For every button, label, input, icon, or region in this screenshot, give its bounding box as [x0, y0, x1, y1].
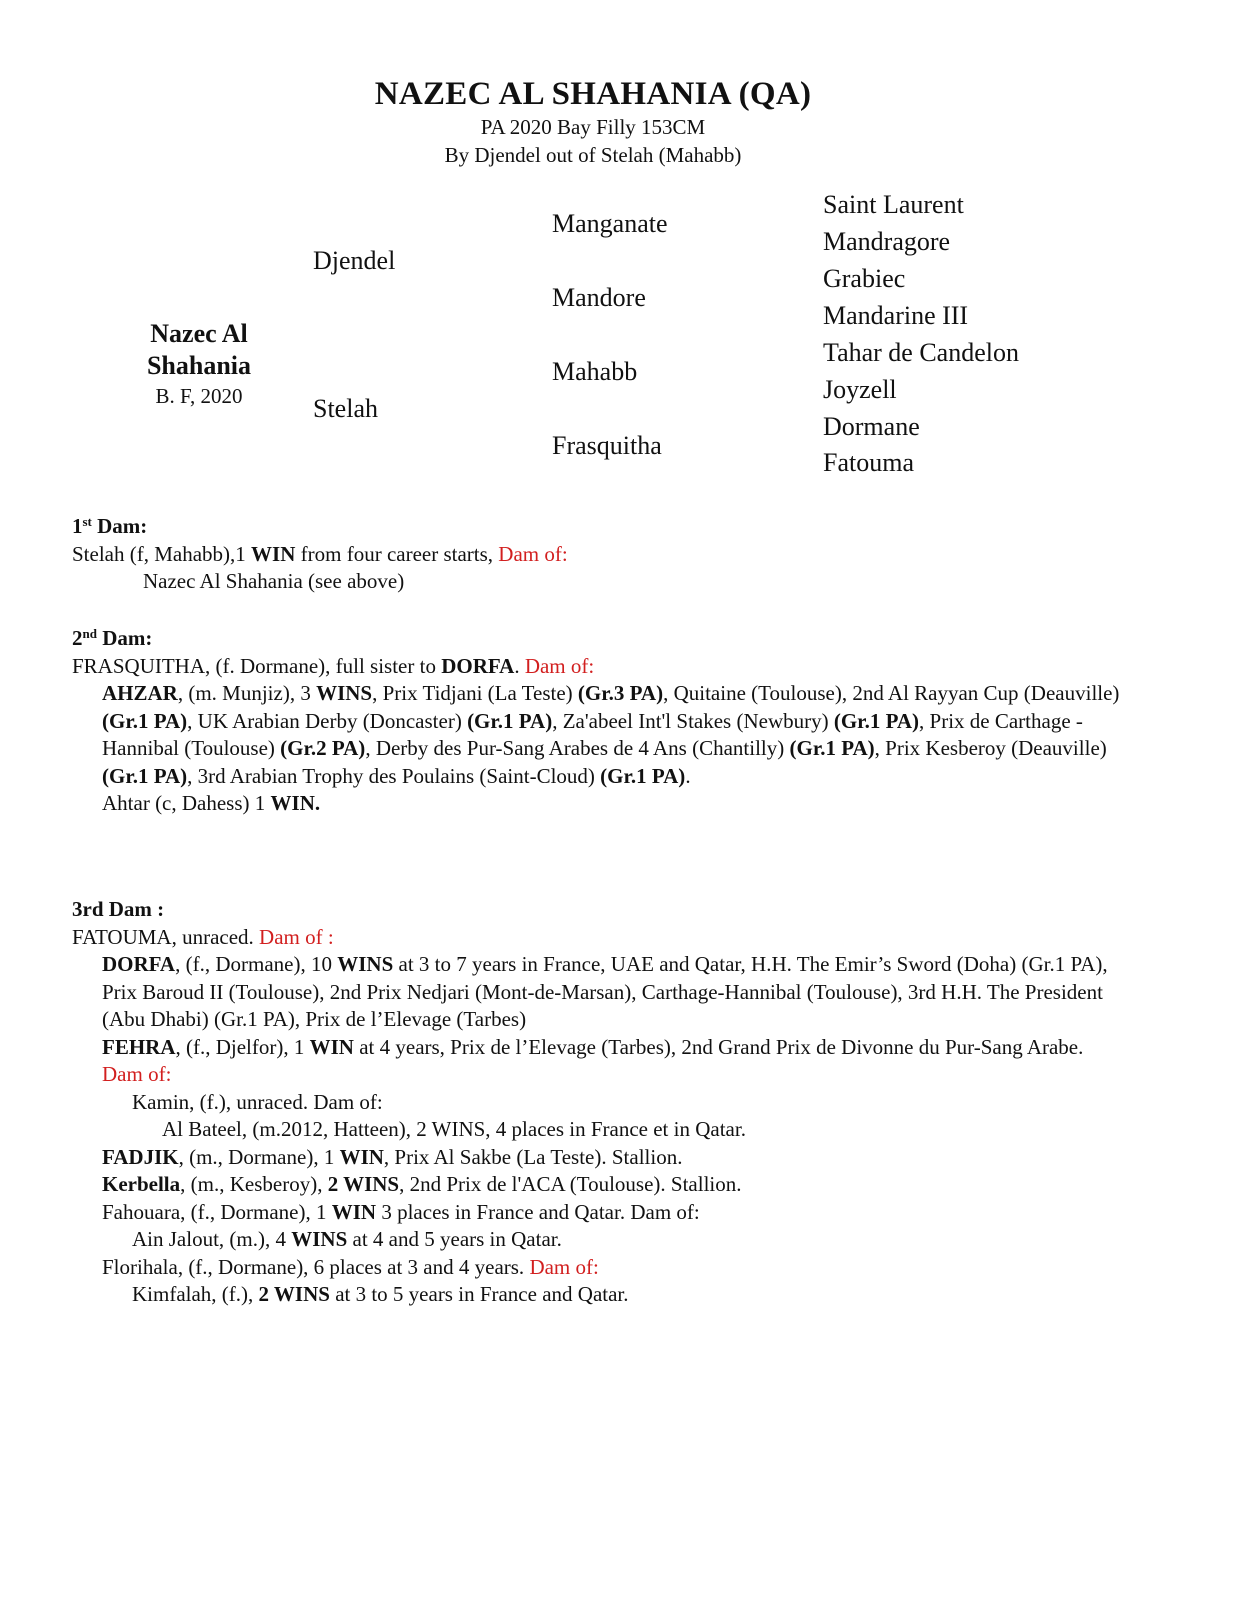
text-run: , UK Arabian Derby (Doncaster)	[187, 708, 468, 733]
text-run: .	[514, 653, 525, 678]
second-dam-section	[72, 625, 1126, 818]
text-run: from four career starts,	[295, 541, 499, 566]
first-dam-heading	[72, 513, 1126, 541]
pedigree-great-grandparent: Grabiec	[823, 264, 906, 293]
horse-name: AHZAR	[102, 681, 178, 705]
wins-text: 2 WINS	[327, 1172, 400, 1196]
grade-text: (Gr.1 PA)	[102, 708, 188, 733]
offspring-dorfa	[72, 951, 1126, 1034]
dam-of-label: Dam of :	[259, 924, 334, 949]
offspring-fehra	[72, 1034, 1126, 1089]
text-run: , Prix Kesberoy (Deauville)	[874, 736, 1107, 760]
heading-text: Dam:	[91, 514, 148, 538]
text-run: at 4 and 5 years in Qatar.	[347, 1227, 562, 1251]
offspring-florihala	[72, 1254, 1126, 1282]
grade-text: (Gr.1 PA)	[467, 708, 553, 733]
horse-name: FADJIK	[102, 1144, 179, 1169]
text-run: 3 places in France and Qatar. Dam of:	[376, 1199, 700, 1224]
pedigree-great-grandparent: Mandragore	[823, 227, 951, 256]
text-run: , Prix Al Sakbe (La Teste). Stallion.	[383, 1144, 683, 1169]
pedigree-great-grandparent: Dormane	[823, 412, 920, 441]
text-run: at 3 to 5 years in France and Qatar.	[329, 1282, 629, 1306]
text-run: at 3 to 7 years in France, UAE and Qatar, H.H. The Emir’s Sword (Doha) (Gr.1 PA), Prix Baroud II (Toulouse), 2nd Prix Nedjari (Mont-de-Marsan), Carthage-Hannibal (Toulouse), 3rd H.H. The President (Abu Dhabi) (Gr.1 PA), Prix de l’Elevage (Tarbes)	[102, 952, 1108, 1031]
heading-number: 2	[72, 626, 83, 650]
grade-text: (Gr.2 PA)	[280, 736, 366, 760]
text-run: , Quitaine (Toulouse), 2nd Al Rayyan Cup (Deauville)	[663, 681, 1120, 705]
heading-number: 1	[72, 514, 83, 538]
subtitle-line-1: PA 2020 Bay Filly 153CM	[480, 115, 706, 139]
text-run: , Za'abeel Int'l Stakes (Newbury)	[552, 708, 834, 733]
text-run: , Derby des Pur-Sang Arabes de 4 Ans (Chantilly)	[365, 736, 790, 760]
text-run: , (m., Dormane), 1	[178, 1144, 340, 1169]
text-run: Ain Jalout, (m.), 4	[132, 1227, 292, 1251]
horse-name: Kerbella	[102, 1172, 181, 1196]
dam-of-label: Dam of:	[524, 653, 595, 678]
text-run: , (m., Kesberoy),	[180, 1172, 328, 1196]
text-run: Kimfalah, (f.),	[132, 1282, 259, 1306]
text-run: , Prix Tidjani (La Teste)	[372, 681, 578, 705]
horse-name: DORFA	[441, 653, 515, 678]
heading-suffix: nd	[82, 626, 97, 641]
pedigree-sire: Djendel	[313, 246, 396, 275]
pedigree-grandparent: Manganate	[552, 209, 668, 238]
text-run: Stelah (f, Mahabb),1	[72, 541, 252, 566]
offspring-kamin: Kamin, (f.), unraced. Dam of:	[132, 1089, 383, 1114]
text-run: FRASQUITHA, (f. Dormane), full sister to	[72, 653, 442, 678]
text-run: Florihala, (f., Dormane), 6 places at 3 and 4 years.	[102, 1254, 530, 1279]
pedigree-grandparent: Mandore	[552, 283, 646, 312]
wins-text: WINS	[316, 681, 373, 705]
wins-text: WIN	[339, 1144, 384, 1169]
pedigree-great-grandparent: Mandarine III	[823, 301, 969, 330]
grade-text: (Gr.3 PA)	[577, 681, 664, 705]
horse-name: DORFA	[102, 952, 176, 976]
wins-text: WINS	[291, 1227, 348, 1251]
pedigree-grandparent: Frasquitha	[552, 431, 662, 460]
offspring-kimfalah	[72, 1281, 1126, 1309]
wins-text: WIN.	[270, 791, 321, 815]
offspring-fadjik	[72, 1144, 1126, 1172]
text-run: , (f., Dormane), 10	[175, 952, 338, 976]
third-dam-heading: 3rd Dam :	[72, 897, 165, 921]
dam-of-label: Dam of:	[498, 541, 568, 566]
second-dam-heading	[72, 625, 1126, 653]
pedigree-dam: Stelah	[313, 394, 378, 423]
offspring-kerbella	[72, 1171, 1126, 1199]
grade-text: (Gr.1 PA)	[102, 763, 188, 788]
horse-description: B. F, 2020	[155, 384, 243, 408]
text-run: , 2nd Prix de l'ACA (Toulouse). Stallion.	[399, 1172, 742, 1196]
text-run: Ahtar (c, Dahess) 1	[102, 791, 271, 815]
horse-name: FEHRA	[102, 1034, 176, 1059]
offspring-fahouara	[72, 1199, 1126, 1227]
text-run: , 3rd Arabian Trophy des Poulains (Saint-Cloud)	[187, 763, 601, 788]
first-dam-offspring: Nazec Al Shahania (see above)	[143, 569, 405, 593]
pedigree-grandparent: Mahabb	[552, 357, 638, 386]
pedigree-horse	[113, 318, 285, 410]
grade-text: (Gr.1 PA)	[600, 763, 686, 788]
third-dam-section	[72, 896, 1126, 1309]
horse-name-line-1: Nazec Al	[150, 319, 248, 348]
text-run: FATOUMA, unraced.	[72, 924, 260, 949]
dam-of-label: Dam of:	[102, 1062, 172, 1086]
third-dam-line	[72, 924, 1126, 952]
pedigree-great-grandparent: Fatouma	[823, 448, 914, 477]
offspring-ahtar	[72, 790, 1126, 818]
wins-text: 2 WINS	[258, 1282, 330, 1306]
subtitle-line-2: By Djendel out of Stelah (Mahabb)	[444, 143, 742, 167]
first-dam-section	[72, 513, 1126, 596]
horse-name-line-2: Shahania	[146, 351, 252, 380]
offspring-ahzar	[72, 680, 1126, 790]
pedigree-great-grandparent: Joyzell	[823, 375, 897, 404]
heading-text: Dam:	[96, 626, 153, 650]
pedigree-great-grandparent: Saint Laurent	[823, 190, 964, 219]
offspring-al-bateel: Al Bateel, (m.2012, Hatteen), 2 WINS, 4 places in France et in Qatar.	[162, 1117, 746, 1141]
second-dam-line	[72, 653, 1126, 681]
grade-text: (Gr.1 PA)	[789, 736, 875, 760]
page-title: NAZEC AL SHAHANIA (QA)	[374, 76, 812, 112]
pedigree-great-grandparent: Tahar de Candelon	[823, 338, 1019, 367]
wins-text: WIN	[331, 1199, 377, 1224]
first-dam-line	[72, 541, 1126, 569]
text-run: , (m. Munjiz), 3	[177, 681, 317, 705]
wins-text: WIN	[251, 541, 296, 566]
text-run: .	[685, 763, 691, 788]
grade-text: (Gr.1 PA)	[833, 708, 920, 733]
offspring-ain-jalout	[72, 1226, 1126, 1254]
dam-of-label: Dam of:	[529, 1254, 599, 1279]
wins-text: WIN	[309, 1034, 354, 1059]
wins-text: WINS	[337, 952, 394, 976]
text-run: Fahouara, (f., Dormane), 1	[102, 1199, 332, 1224]
text-run: , (f., Djelfor), 1	[175, 1034, 310, 1059]
heading-suffix: st	[82, 514, 92, 529]
text-run: , Prix de Carthage - Hannibal (Toulouse)	[102, 708, 1083, 760]
text-run: at 4 years, Prix de l’Elevage (Tarbes), 2nd Grand Prix de Divonne du Pur-Sang Arabe.	[353, 1034, 1084, 1059]
